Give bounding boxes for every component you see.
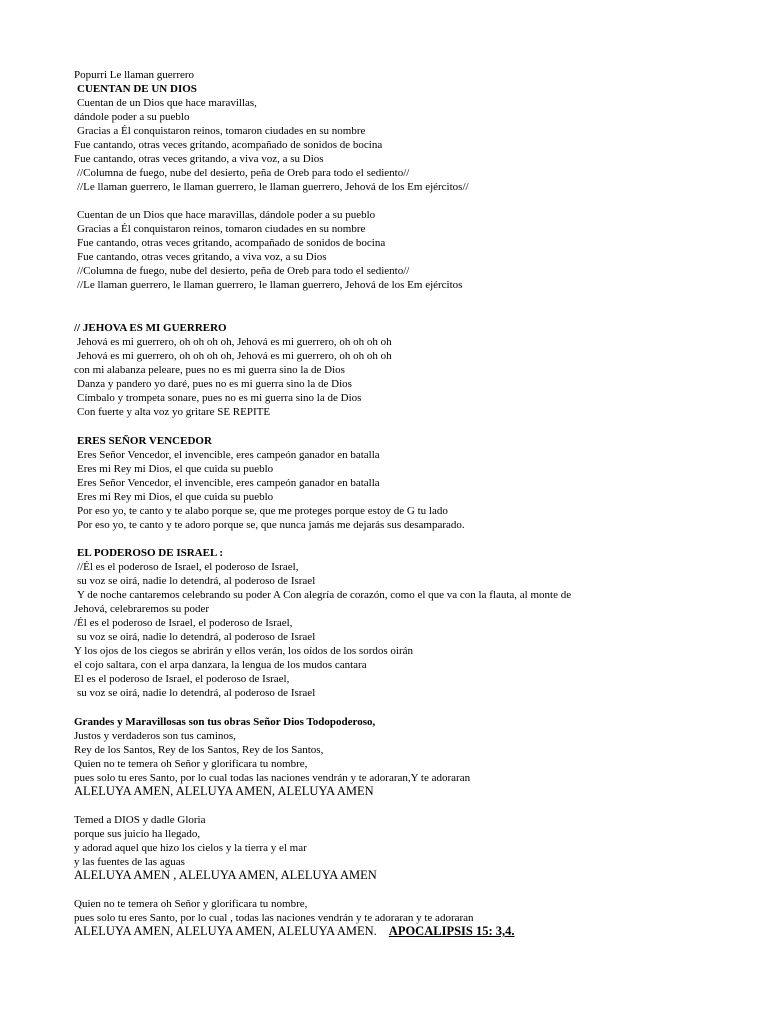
lyric-line: Y de noche cantaremos celebrando su poder A Con alegría de corazón, como el que va con la flauta, al monte de bbox=[77, 589, 572, 601]
lyric-line: //Él es el poderoso de Israel, el poderoso de Israel, bbox=[77, 561, 299, 573]
scripture-reference: APOCALIPSIS 15: 3,4. bbox=[388, 924, 515, 938]
section-heading-grandes: Grandes y Maravillosas son tus obras Señor Dios Todopoderoso, bbox=[74, 716, 376, 728]
lyric-line: pues solo tu eres Santo, por lo cual todas las naciones vendrán y te adoraran,Y te adoraran bbox=[74, 772, 471, 784]
lyric-line: Justos y verdaderos son tus caminos, bbox=[74, 730, 236, 742]
lyric-line: Por eso yo, te canto y te adoro porque se, que nunca jamás me dejarás sus desamparado. bbox=[77, 519, 465, 531]
lyric-line: Jehová, celebraremos su poder bbox=[74, 603, 210, 615]
lyric-line: Eres mi Rey mi Dios, el que cuida su pueblo bbox=[77, 491, 274, 503]
lyric-line: El es el poderoso de Israel, el poderoso de Israel, bbox=[74, 673, 290, 685]
section-heading-jehova: // JEHOVA ES MI GUERRERO bbox=[74, 322, 227, 334]
lyric-line: Danza y pandero yo daré, pues no es mi guerra sino la de Dios bbox=[77, 378, 352, 390]
lyric-line-aleluya-text: ALELUYA AMEN, ALELUYA AMEN, ALELUYA AMEN. bbox=[74, 924, 377, 938]
lyric-line: /Él es el poderoso de Israel, el poderoso de Israel, bbox=[74, 617, 293, 629]
lyric-line: Címbalo y trompeta sonare, pues no es mi guerra sino la de Dios bbox=[77, 392, 362, 404]
section-heading-cuentan: CUENTAN DE UN DIOS bbox=[77, 83, 197, 95]
lyric-line-aleluya-final bbox=[74, 925, 515, 938]
lyric-line: Jehová es mi guerrero, oh oh oh oh, Jehová es mi guerrero, oh oh oh oh bbox=[77, 336, 392, 348]
lyric-line: Quien no te temera oh Señor y glorificara tu nombre, bbox=[74, 898, 308, 910]
document-title: Popurri Le llaman guerrero bbox=[74, 69, 195, 81]
section-heading-poderoso: EL PODEROSO DE ISRAEL : bbox=[77, 547, 224, 559]
lyric-line: Rey de los Santos, Rey de los Santos, Rey de los Santos, bbox=[74, 744, 324, 756]
lyric-line: con mi alabanza peleare, pues no es mi guerra sino la de Dios bbox=[74, 364, 345, 376]
lyric-line: su voz se oirá, nadie lo detendrá, al poderoso de Israel bbox=[77, 687, 316, 699]
lyric-line: Jehová es mi guerrero, oh oh oh oh, Jehová es mi guerrero, oh oh oh oh bbox=[77, 350, 392, 362]
lyric-line: //Le llaman guerrero, le llaman guerrero, le llaman guerrero, Jehová de los Em ejércitos// bbox=[77, 181, 469, 193]
lyric-line: Por eso yo, te canto y te alabo porque se, que me proteges porque estoy de G tu lado bbox=[77, 505, 448, 517]
lyric-line: Eres mi Rey mi Dios, el que cuida su pueblo bbox=[77, 463, 274, 475]
lyric-line: Temed a DIOS y dadle Gloria bbox=[74, 814, 206, 826]
lyric-line: Fue cantando, otras veces gritando, acompañado de sonidos de bocina bbox=[74, 139, 383, 151]
lyric-line: Fue cantando, otras veces gritando, acompañado de sonidos de bocina bbox=[77, 237, 386, 249]
lyric-line: Fue cantando, otras veces gritando, a viva voz, a su Dios bbox=[74, 153, 324, 165]
lyric-line: su voz se oirá, nadie lo detendrá, al poderoso de Israel bbox=[77, 631, 316, 643]
lyric-line: Con fuerte y alta voz yo gritare SE REPITE bbox=[77, 406, 271, 418]
lyric-line: Eres Señor Vencedor, el invencible, eres campeón ganador en batalla bbox=[77, 449, 380, 461]
lyric-line-aleluya: ALELUYA AMEN , ALELUYA AMEN, ALELUYA AMEN bbox=[74, 868, 377, 882]
lyric-line: //Columna de fuego, nube del desierto, peña de Oreb para todo el sediento// bbox=[77, 265, 410, 277]
lyric-line: y las fuentes de las aguas bbox=[74, 856, 185, 868]
lyric-line: Gracias a Él conquistaron reinos, tomaron ciudades en su nombre bbox=[77, 125, 366, 137]
lyric-line: pues solo tu eres Santo, por lo cual , todas las naciones vendrán y te adoraran y te adoraran bbox=[74, 912, 474, 924]
lyric-line: y adorad aquel que hizo los cielos y la tierra y el mar bbox=[74, 842, 307, 854]
lyric-line-aleluya: ALELUYA AMEN, ALELUYA AMEN, ALELUYA AMEN bbox=[74, 784, 374, 798]
lyric-line: //Columna de fuego, nube del desierto, peña de Oreb para todo el sediento// bbox=[77, 167, 410, 179]
lyric-line: porque sus juicio ha llegado, bbox=[74, 828, 201, 840]
lyric-line: Fue cantando, otras veces gritando, a viva voz, a su Dios bbox=[77, 251, 327, 263]
lyric-line: dándole poder a su pueblo bbox=[74, 111, 190, 123]
lyric-line: Cuentan de un Dios que hace maravillas, bbox=[77, 97, 257, 109]
lyric-line: Quien no te temera oh Señor y glorificara tu nombre, bbox=[74, 758, 308, 770]
lyric-line: Eres Señor Vencedor, el invencible, eres campeón ganador en batalla bbox=[77, 477, 380, 489]
section-heading-eres: ERES SEÑOR VENCEDOR bbox=[77, 435, 212, 447]
lyric-line: su voz se oirá, nadie lo detendrá, al poderoso de Israel bbox=[77, 575, 316, 587]
lyric-line: Gracias a Él conquistaron reinos, tomaron ciudades en su nombre bbox=[77, 223, 366, 235]
lyric-line: Cuentan de un Dios que hace maravillas, dándole poder a su pueblo bbox=[77, 209, 376, 221]
lyric-line: Y los ojos de los ciegos se abrirán y ellos verán, los oídos de los sordos oirán bbox=[74, 645, 414, 657]
lyric-line: //Le llaman guerrero, le llaman guerrero, le llaman guerrero, Jehová de los Em ejércitos bbox=[77, 279, 463, 291]
lyric-line: el cojo saltara, con el arpa danzara, la lengua de los mudos cantara bbox=[74, 659, 367, 671]
